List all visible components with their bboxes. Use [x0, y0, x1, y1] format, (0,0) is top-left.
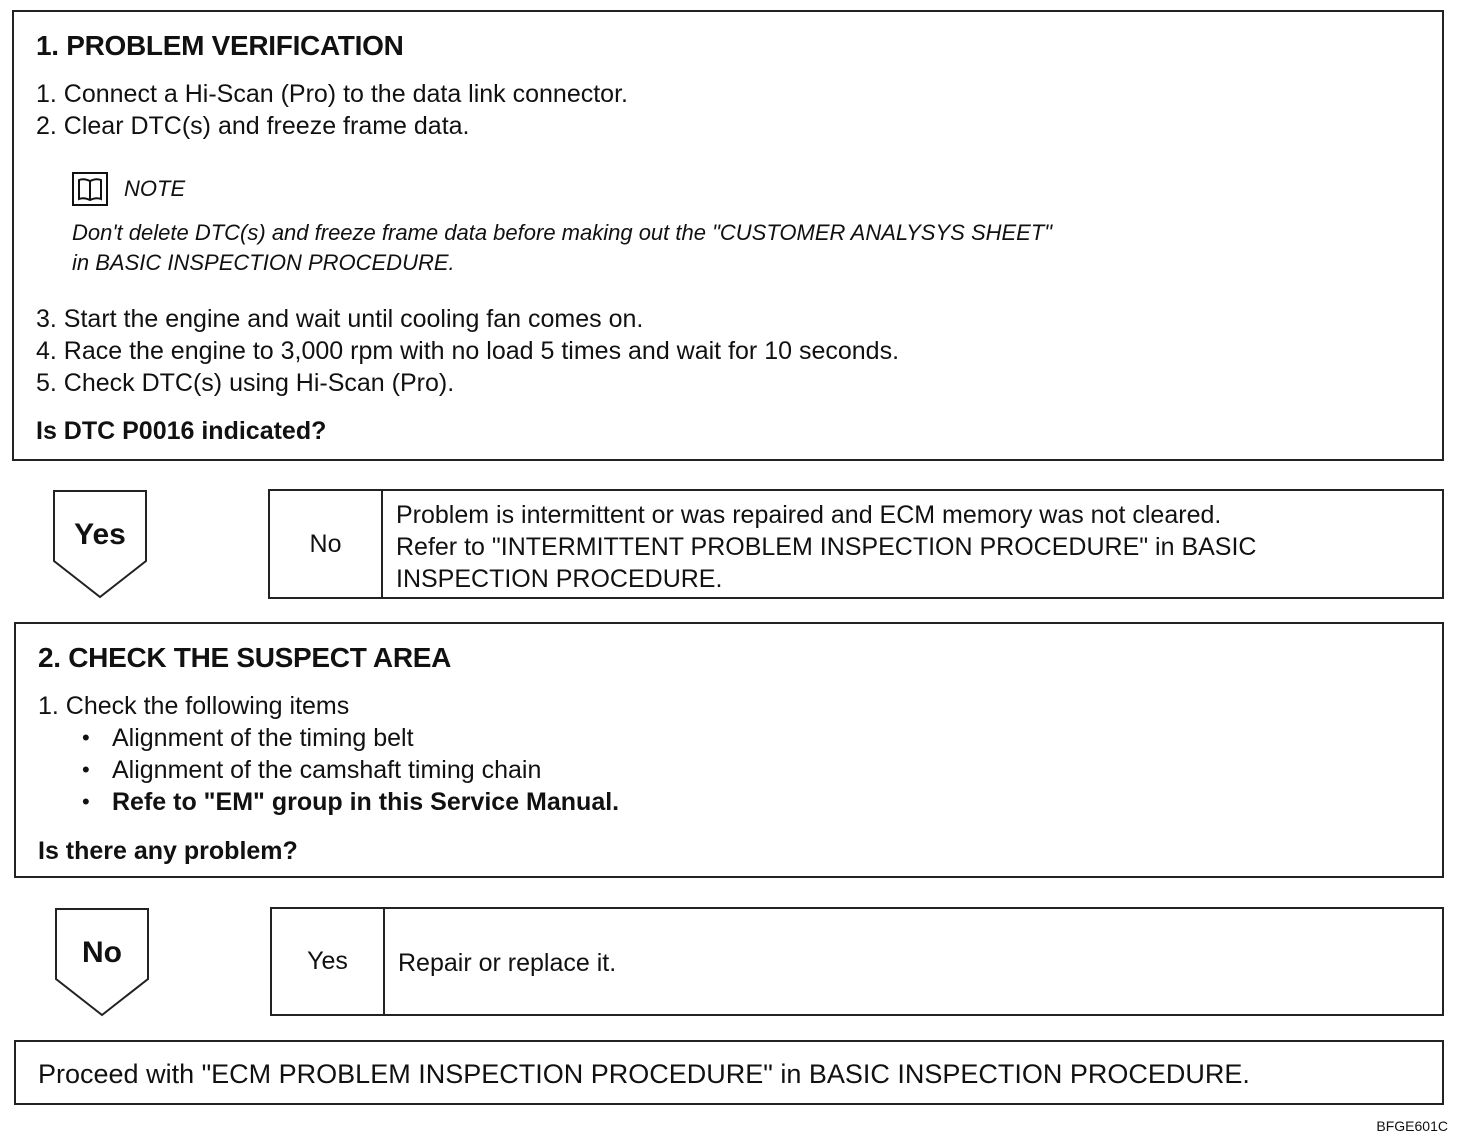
- step1-question: Is DTC P0016 indicated?: [36, 417, 327, 445]
- step1-item-5: 5. Check DTC(s) using Hi-Scan (Pro).: [36, 369, 455, 397]
- note-line-2: in BASIC INSPECTION PROCEDURE.: [72, 250, 455, 275]
- bullet-1-icon: •: [82, 725, 90, 750]
- step2-bullet-2: Alignment of the camshaft timing chain: [112, 756, 542, 784]
- step2-bullet-1: Alignment of the timing belt: [112, 724, 414, 752]
- no-arrow-label: No: [82, 936, 122, 969]
- final-text: Proceed with "ECM PROBLEM INSPECTION PROCEDURE" in BASIC INSPECTION PROCEDURE.: [38, 1059, 1250, 1089]
- note-line-1: Don't delete DTC(s) and freeze frame data before making out the "CUSTOMER ANALYSYS SHEET": [72, 220, 1053, 245]
- final-box: [14, 1040, 1444, 1105]
- branch2-cell-label: Yes: [272, 909, 385, 1014]
- step2-item-1: 1. Check the following items: [38, 692, 350, 720]
- step2-box: [14, 622, 1444, 878]
- branch2-text: Repair or replace it.: [398, 949, 617, 977]
- step1-item-1: 1. Connect a Hi-Scan (Pro) to the data link connector.: [36, 80, 628, 108]
- branch1-text-3: INSPECTION PROCEDURE.: [396, 565, 723, 593]
- branch1-cell-label: No: [270, 491, 383, 597]
- step2-bullet-3: Refe to "EM" group in this Service Manual.: [112, 788, 620, 816]
- branch1-text-2: Refer to "INTERMITTENT PROBLEM INSPECTION PROCEDURE" in BASIC: [396, 533, 1257, 561]
- book-icon: [72, 172, 108, 206]
- step2-title: 2. CHECK THE SUSPECT AREA: [38, 642, 452, 673]
- step1-item-4: 4. Race the engine to 3,000 rpm with no load 5 times and wait for 10 seconds.: [36, 337, 900, 365]
- branch1-box: [268, 489, 1444, 599]
- yes-arrow-label: Yes: [74, 518, 126, 551]
- note-label: NOTE: [124, 176, 186, 201]
- bullet-2-icon: •: [82, 757, 90, 782]
- figure-code: BFGE601C: [1376, 1118, 1448, 1134]
- branch2-box: [270, 907, 1444, 1016]
- step2-question: Is there any problem?: [38, 837, 298, 865]
- step1-box: [12, 10, 1444, 461]
- step1-item-3: 3. Start the engine and wait until cooling fan comes on.: [36, 305, 644, 333]
- step1-item-2: 2. Clear DTC(s) and freeze frame data.: [36, 112, 470, 140]
- bullet-3-icon: •: [82, 789, 90, 814]
- branch1-text-1: Problem is intermittent or was repaired and ECM memory was not cleared.: [396, 501, 1222, 529]
- step1-title: 1. PROBLEM VERIFICATION: [36, 30, 404, 61]
